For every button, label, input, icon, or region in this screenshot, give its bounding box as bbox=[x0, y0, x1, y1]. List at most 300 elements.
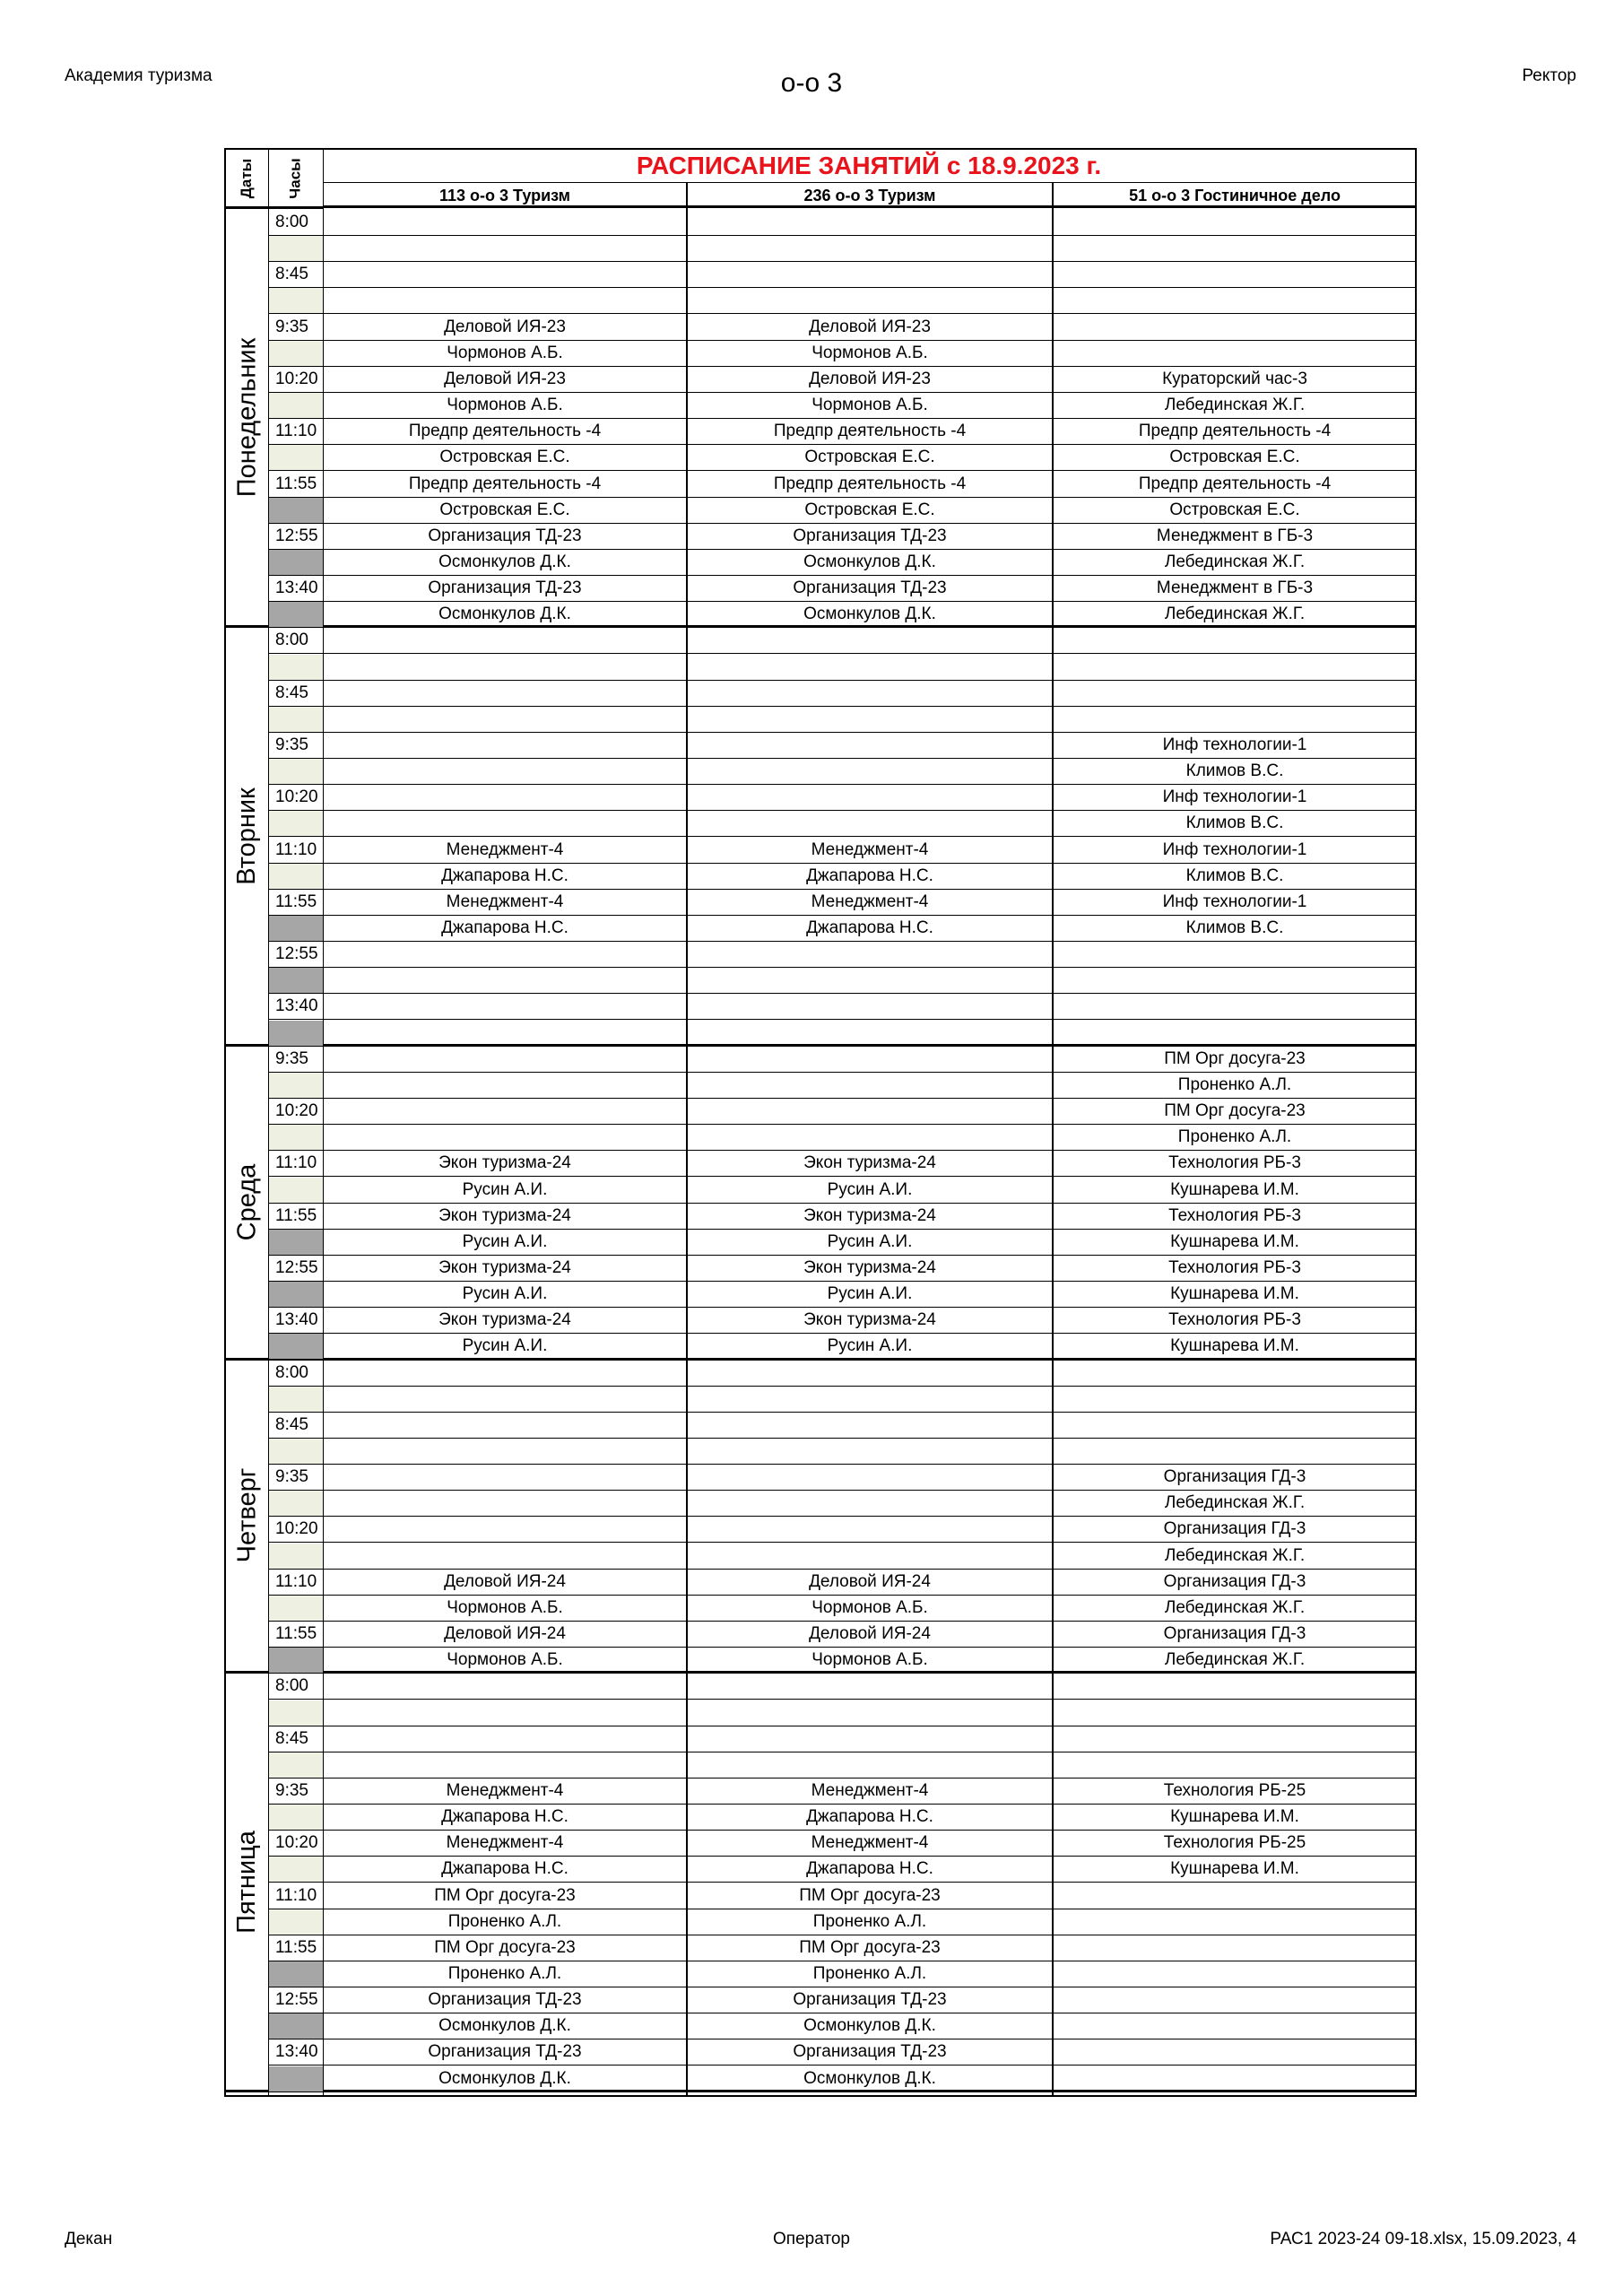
footer-operator: Оператор bbox=[773, 2230, 850, 2248]
class-cell: Экон туризма-24 bbox=[803, 1310, 936, 1330]
class-cell bbox=[323, 968, 687, 993]
class-cell: Кураторский час-3 bbox=[1162, 369, 1307, 388]
class-cell bbox=[687, 707, 1053, 732]
time-cell bbox=[268, 1021, 323, 1046]
time-cell: 9:35 bbox=[275, 1048, 308, 1068]
class-cell bbox=[1053, 2066, 1417, 2092]
time-cell bbox=[268, 1387, 323, 1412]
class-cell bbox=[323, 759, 687, 784]
class-cell bbox=[1053, 707, 1417, 732]
class-cell: Джапарова Н.С. bbox=[806, 865, 933, 885]
class-cell bbox=[323, 1700, 687, 1726]
class-cell: Предпр деятельность -4 bbox=[408, 422, 602, 441]
class-cell: Островская Е.С. bbox=[804, 500, 935, 519]
time-cell bbox=[268, 968, 323, 993]
class-cell: Организация ТД-23 bbox=[793, 578, 947, 598]
class-cell: Экон туризма-24 bbox=[803, 1153, 936, 1173]
class-cell bbox=[687, 681, 1053, 706]
time-cell bbox=[268, 550, 323, 575]
class-cell bbox=[687, 942, 1053, 967]
class-cell: Джапарова Н.С. bbox=[806, 1859, 933, 1879]
day-name: Понедельник bbox=[232, 337, 261, 498]
class-cell: Осмонкулов Д.К. bbox=[438, 2016, 571, 2036]
schedule-row bbox=[268, 393, 1415, 419]
class-cell bbox=[687, 1700, 1053, 1726]
column-divider bbox=[1052, 183, 1054, 2095]
schedule-row bbox=[268, 864, 1415, 890]
class-cell: Деловой ИЯ-23 bbox=[444, 317, 566, 336]
class-cell bbox=[1053, 968, 1417, 993]
schedule-row bbox=[268, 524, 1415, 550]
class-cell bbox=[1053, 1439, 1417, 1464]
time-cell: 8:00 bbox=[275, 1676, 308, 1696]
schedule-row bbox=[268, 942, 1415, 968]
class-cell bbox=[323, 811, 687, 836]
class-cell: Организация ГД-3 bbox=[1163, 1624, 1306, 1644]
schedule-row bbox=[268, 994, 1415, 1020]
time-cell: 13:40 bbox=[275, 578, 318, 598]
class-cell: Менеджмент-4 bbox=[811, 1780, 929, 1800]
class-cell: Организация ГД-3 bbox=[1163, 1571, 1306, 1591]
time-cell bbox=[268, 288, 323, 313]
time-cell: 11:55 bbox=[275, 891, 317, 911]
class-cell: Осмонкулов Д.К. bbox=[803, 552, 936, 571]
time-cell bbox=[268, 811, 323, 836]
class-cell: Лебединская Ж.Г. bbox=[1164, 1650, 1306, 1670]
class-cell bbox=[1053, 628, 1417, 653]
class-cell bbox=[687, 655, 1053, 680]
class-cell: Инф технологии-1 bbox=[1162, 735, 1307, 754]
class-cell: Менеджмент в ГБ-3 bbox=[1156, 578, 1314, 598]
class-cell: Проненко А.Л. bbox=[1177, 1127, 1292, 1147]
class-cell bbox=[1053, 2013, 1417, 2039]
time-cell bbox=[268, 1909, 323, 1935]
class-cell bbox=[323, 1674, 687, 1699]
time-cell: 8:45 bbox=[275, 1414, 308, 1434]
class-cell bbox=[323, 785, 687, 810]
class-cell bbox=[687, 1413, 1053, 1438]
column-divider bbox=[323, 150, 324, 2095]
class-cell bbox=[687, 1517, 1053, 1542]
class-cell: Экон туризма-24 bbox=[438, 1153, 571, 1173]
time-cell: 10:20 bbox=[275, 369, 318, 388]
class-cell: Русин А.И. bbox=[827, 1284, 913, 1304]
schedule-row bbox=[268, 1204, 1415, 1230]
time-cell: 13:40 bbox=[275, 996, 318, 1016]
schedule-row bbox=[268, 2039, 1415, 2066]
class-cell: Джапарова Н.С. bbox=[806, 918, 933, 938]
schedule-row bbox=[268, 367, 1415, 393]
class-cell: Климов В.С. bbox=[1185, 918, 1284, 938]
time-cell: 10:20 bbox=[275, 787, 318, 807]
class-cell bbox=[323, 1125, 687, 1150]
class-cell: Предпр деятельность -4 bbox=[1138, 474, 1332, 493]
time-cell: 10:20 bbox=[275, 1101, 318, 1121]
schedule-row bbox=[268, 2013, 1415, 2039]
class-cell: ПМ Орг досуга-23 bbox=[1164, 1101, 1306, 1121]
time-cell bbox=[268, 1805, 323, 1830]
class-cell bbox=[687, 1099, 1053, 1124]
schedule-row bbox=[268, 1517, 1415, 1543]
schedule-row bbox=[268, 1021, 1415, 1047]
class-cell: Технология РБ-25 bbox=[1163, 1833, 1306, 1853]
time-cell bbox=[268, 655, 323, 680]
schedule-row bbox=[268, 1805, 1415, 1831]
class-cell bbox=[687, 1674, 1053, 1699]
schedule-row bbox=[268, 1387, 1415, 1413]
time-cell: 11:10 bbox=[275, 422, 317, 441]
day-block bbox=[226, 1361, 1415, 1674]
class-cell: Менеджмент-4 bbox=[446, 839, 564, 859]
class-cell bbox=[323, 1544, 687, 1569]
schedule-row bbox=[268, 341, 1415, 367]
time-cell: 11:55 bbox=[275, 474, 317, 493]
class-cell bbox=[1053, 1883, 1417, 1909]
class-cell bbox=[1053, 994, 1417, 1019]
class-cell: Организация ТД-23 bbox=[793, 526, 947, 545]
class-cell: Чормонов А.Б. bbox=[812, 1597, 928, 1617]
schedule-row bbox=[268, 1308, 1415, 1334]
schedule-row bbox=[268, 628, 1415, 654]
time-cell bbox=[268, 445, 323, 470]
schedule-row bbox=[268, 1465, 1415, 1491]
day-block bbox=[226, 210, 1415, 628]
time-cell: 9:35 bbox=[275, 1780, 308, 1800]
class-cell: Осмонкулов Д.К. bbox=[803, 2016, 936, 2036]
time-cell bbox=[268, 1230, 323, 1255]
class-cell: Организация ГД-3 bbox=[1163, 1467, 1306, 1487]
schedule-title: РАСПИСАНИЕ ЗАНЯТИЙ с 18.9.2023 г. bbox=[323, 150, 1415, 183]
class-cell bbox=[1053, 1987, 1417, 2013]
class-cell bbox=[1053, 341, 1417, 366]
class-cell: Экон туризма-24 bbox=[438, 1310, 571, 1330]
class-cell: Предпр деятельность -4 bbox=[773, 474, 967, 493]
class-cell bbox=[1053, 1361, 1417, 1386]
class-cell bbox=[323, 1047, 687, 1072]
schedule-row bbox=[268, 1151, 1415, 1177]
class-cell: Чормонов А.Б. bbox=[447, 343, 563, 362]
schedule-row bbox=[268, 1674, 1415, 1700]
class-cell: Проненко А.Л. bbox=[447, 1911, 562, 1931]
class-cell: Русин А.И. bbox=[462, 1231, 548, 1251]
time-cell: 9:35 bbox=[275, 317, 308, 336]
class-cell: Островская Е.С. bbox=[804, 448, 935, 467]
class-cell bbox=[687, 262, 1053, 287]
class-cell bbox=[687, 236, 1053, 261]
column-header-hours: Часы bbox=[268, 150, 323, 209]
day-block bbox=[226, 1047, 1415, 1361]
time-cell: 10:20 bbox=[275, 1833, 318, 1853]
class-cell: Деловой ИЯ-24 bbox=[809, 1624, 931, 1644]
footer-file-info: РАС1 2023-24 09-18.xlsx, 15.09.2023, 4 bbox=[1270, 2230, 1576, 2248]
time-cell bbox=[268, 864, 323, 889]
class-cell: Чормонов А.Б. bbox=[447, 396, 563, 415]
schedule-row bbox=[268, 1047, 1415, 1073]
schedule-row bbox=[268, 288, 1415, 314]
class-cell bbox=[323, 262, 687, 287]
time-cell: 11:10 bbox=[275, 839, 317, 859]
class-cell bbox=[323, 681, 687, 706]
class-cell: Джапарова Н.С. bbox=[441, 865, 568, 885]
time-cell bbox=[268, 1178, 323, 1203]
time-cell bbox=[268, 393, 323, 418]
class-cell: Русин А.И. bbox=[827, 1179, 913, 1199]
class-cell bbox=[1053, 288, 1417, 313]
schedule-row bbox=[268, 1987, 1415, 2013]
class-cell: Климов В.С. bbox=[1185, 813, 1284, 833]
class-cell bbox=[687, 811, 1053, 836]
class-cell: Менеджмент-4 bbox=[811, 839, 929, 859]
class-cell: Русин А.И. bbox=[462, 1284, 548, 1304]
class-cell bbox=[323, 655, 687, 680]
class-cell: Чормонов А.Б. bbox=[447, 1650, 563, 1670]
class-cell bbox=[687, 759, 1053, 784]
schedule-row bbox=[268, 550, 1415, 576]
class-cell: Осмонкулов Д.К. bbox=[803, 604, 936, 624]
class-cell: Экон туризма-24 bbox=[438, 1205, 571, 1225]
time-cell: 12:55 bbox=[275, 526, 318, 545]
schedule-row bbox=[268, 916, 1415, 942]
class-cell: Русин А.И. bbox=[827, 1336, 913, 1356]
class-cell: Островская Е.С. bbox=[439, 448, 570, 467]
class-cell: Чормонов А.Б. bbox=[447, 1597, 563, 1617]
schedule-row bbox=[268, 785, 1415, 811]
class-cell bbox=[687, 1125, 1053, 1150]
class-cell bbox=[1053, 262, 1417, 287]
schedule-row bbox=[268, 707, 1415, 733]
schedule-row bbox=[268, 1439, 1415, 1465]
time-cell: 8:00 bbox=[275, 213, 308, 231]
time-cell: 12:55 bbox=[275, 1257, 318, 1277]
class-cell: Менеджмент-4 bbox=[446, 1833, 564, 1853]
class-cell: Организация ТД-23 bbox=[428, 578, 582, 598]
class-cell bbox=[1053, 681, 1417, 706]
class-cell: Деловой ИЯ-23 bbox=[444, 369, 566, 388]
time-cell bbox=[268, 1648, 323, 1673]
class-cell: Осмонкулов Д.К. bbox=[803, 2068, 936, 2088]
time-cell bbox=[268, 916, 323, 941]
class-cell: Кушнарева И.М. bbox=[1170, 1859, 1299, 1879]
schedule-row bbox=[268, 445, 1415, 471]
class-cell bbox=[323, 210, 687, 235]
class-cell: Предпр деятельность -4 bbox=[773, 422, 967, 441]
class-cell bbox=[1053, 655, 1417, 680]
schedule-row bbox=[268, 236, 1415, 262]
schedule-row bbox=[268, 2066, 1415, 2092]
class-cell bbox=[1053, 1909, 1417, 1935]
time-cell bbox=[268, 707, 323, 732]
schedule-row bbox=[268, 1779, 1415, 1805]
schedule-row bbox=[268, 968, 1415, 994]
class-cell: Джапарова Н.С. bbox=[441, 1807, 568, 1827]
time-cell bbox=[268, 1334, 323, 1359]
class-cell: Проненко А.Л. bbox=[1177, 1074, 1292, 1094]
group-header: 51 о-о 3 Гостиничное дело bbox=[1053, 183, 1417, 208]
time-cell: 8:45 bbox=[275, 1728, 308, 1748]
schedule-row bbox=[268, 890, 1415, 916]
schedule-row bbox=[268, 1282, 1415, 1308]
class-cell bbox=[1053, 1021, 1417, 1046]
schedule-row bbox=[268, 1831, 1415, 1857]
schedule-row bbox=[268, 1961, 1415, 1987]
schedule-row bbox=[268, 602, 1415, 628]
class-cell: Лебединская Ж.Г. bbox=[1164, 1493, 1306, 1513]
time-cell: 8:00 bbox=[275, 631, 308, 650]
schedule-row bbox=[268, 759, 1415, 785]
class-cell: Проненко А.Л. bbox=[447, 1964, 562, 1984]
schedule-row bbox=[268, 1857, 1415, 1883]
time-cell bbox=[268, 1961, 323, 1987]
class-cell bbox=[1053, 315, 1417, 340]
class-cell bbox=[323, 1726, 687, 1752]
class-cell bbox=[323, 733, 687, 758]
schedule-row bbox=[268, 419, 1415, 445]
class-cell: Организация ТД-23 bbox=[793, 1990, 947, 2010]
class-cell: Кушнарева И.М. bbox=[1170, 1179, 1299, 1199]
class-cell bbox=[323, 707, 687, 732]
class-cell bbox=[323, 1073, 687, 1098]
class-cell: Кушнарева И.М. bbox=[1170, 1336, 1299, 1356]
class-cell: Лебединская Ж.Г. bbox=[1164, 1597, 1306, 1617]
time-cell bbox=[268, 1700, 323, 1726]
class-cell bbox=[687, 1726, 1053, 1752]
class-cell bbox=[687, 785, 1053, 810]
footer-dean: Декан bbox=[65, 2230, 113, 2248]
column-header-dates: Даты bbox=[226, 150, 268, 209]
day-name: Вторник bbox=[232, 787, 261, 885]
class-cell bbox=[1053, 942, 1417, 967]
schedule-row bbox=[268, 1700, 1415, 1726]
class-cell bbox=[323, 1387, 687, 1412]
class-cell bbox=[1053, 1726, 1417, 1752]
class-cell: Организация ТД-23 bbox=[793, 2042, 947, 2062]
class-cell: Проненко А.Л. bbox=[812, 1911, 927, 1931]
class-cell: Русин А.И. bbox=[462, 1336, 548, 1356]
class-cell bbox=[687, 1752, 1053, 1778]
class-cell bbox=[687, 1361, 1053, 1386]
schedule-row bbox=[268, 811, 1415, 837]
day-name: Четверг bbox=[232, 1468, 262, 1563]
class-cell: Кушнарева И.М. bbox=[1170, 1231, 1299, 1251]
time-cell: 9:35 bbox=[275, 1467, 308, 1487]
class-cell bbox=[323, 628, 687, 653]
schedule-row bbox=[268, 315, 1415, 341]
class-cell bbox=[1053, 1752, 1417, 1778]
class-cell: Организация ТД-23 bbox=[428, 2042, 582, 2062]
class-cell: Менеджмент-4 bbox=[811, 1833, 929, 1853]
class-cell: Технология РБ-3 bbox=[1168, 1205, 1301, 1225]
class-cell bbox=[687, 288, 1053, 313]
class-cell: Деловой ИЯ-24 bbox=[809, 1571, 931, 1591]
class-cell bbox=[687, 210, 1053, 235]
class-cell: Предпр деятельность -4 bbox=[1138, 422, 1332, 441]
schedule-row bbox=[268, 472, 1415, 498]
class-cell bbox=[323, 942, 687, 967]
class-cell: ПМ Орг досуга-23 bbox=[799, 1885, 941, 1905]
schedule-row bbox=[268, 1544, 1415, 1570]
schedule-row bbox=[268, 210, 1415, 236]
class-cell bbox=[1053, 2039, 1417, 2065]
time-cell bbox=[268, 1073, 323, 1098]
class-cell bbox=[323, 1491, 687, 1516]
schedule-row bbox=[268, 1752, 1415, 1779]
class-cell: Деловой ИЯ-23 bbox=[809, 317, 931, 336]
class-cell: Кушнарева И.М. bbox=[1170, 1284, 1299, 1304]
time-cell: 13:40 bbox=[275, 1310, 318, 1330]
schedule-row bbox=[268, 1230, 1415, 1256]
class-cell bbox=[687, 994, 1053, 1019]
class-cell: Менеджмент в ГБ-3 bbox=[1156, 526, 1314, 545]
class-cell: Чормонов А.Б. bbox=[812, 343, 928, 362]
class-cell: Русин А.И. bbox=[827, 1231, 913, 1251]
class-cell bbox=[1053, 1700, 1417, 1726]
schedule-table bbox=[224, 148, 1417, 2097]
schedule-row bbox=[268, 1125, 1415, 1151]
schedule-row bbox=[268, 1883, 1415, 1909]
class-cell: Чормонов А.Б. bbox=[812, 396, 928, 415]
class-cell: Джапарова Н.С. bbox=[441, 1859, 568, 1879]
class-cell bbox=[323, 1465, 687, 1490]
class-cell bbox=[1053, 1674, 1417, 1699]
class-cell bbox=[1053, 1961, 1417, 1987]
day-name: Среда bbox=[232, 1163, 261, 1240]
group-header: 236 о-о 3 Туризм bbox=[687, 183, 1053, 208]
class-cell bbox=[323, 1517, 687, 1542]
class-cell: ПМ Орг досуга-23 bbox=[434, 1937, 576, 1957]
schedule-row bbox=[268, 1256, 1415, 1282]
schedule-row bbox=[268, 1570, 1415, 1596]
class-cell bbox=[687, 968, 1053, 993]
time-cell: 11:10 bbox=[275, 1885, 317, 1905]
time-cell: 11:55 bbox=[275, 1624, 317, 1644]
header-group-title: о-о 3 bbox=[780, 68, 843, 98]
time-cell bbox=[268, 1491, 323, 1516]
class-cell bbox=[687, 628, 1053, 653]
class-cell: Климов В.С. bbox=[1185, 865, 1284, 885]
class-cell: Экон туризма-24 bbox=[803, 1257, 936, 1277]
class-cell: Организация ТД-23 bbox=[428, 1990, 582, 2010]
class-cell: Инф технологии-1 bbox=[1162, 839, 1307, 859]
time-cell: 10:20 bbox=[275, 1519, 318, 1539]
time-cell bbox=[268, 759, 323, 784]
class-cell: Деловой ИЯ-24 bbox=[444, 1571, 566, 1591]
time-cell bbox=[268, 1857, 323, 1882]
class-cell: Деловой ИЯ-23 bbox=[809, 369, 931, 388]
class-cell: Джапарова Н.С. bbox=[441, 918, 568, 938]
class-cell bbox=[687, 733, 1053, 758]
day-block bbox=[226, 628, 1415, 1046]
class-cell bbox=[323, 236, 687, 261]
class-cell bbox=[323, 1752, 687, 1778]
class-cell: Организация ТД-23 bbox=[428, 526, 582, 545]
class-cell bbox=[1053, 210, 1417, 235]
schedule-row bbox=[268, 1178, 1415, 1204]
class-cell: Технология РБ-25 bbox=[1163, 1780, 1306, 1800]
class-cell: Островская Е.С. bbox=[1169, 500, 1300, 519]
class-cell bbox=[687, 1544, 1053, 1569]
time-cell: 8:45 bbox=[275, 683, 308, 702]
schedule-row bbox=[268, 1413, 1415, 1439]
time-cell: 11:10 bbox=[275, 1153, 317, 1173]
class-cell bbox=[323, 1439, 687, 1464]
time-cell bbox=[268, 498, 323, 523]
class-cell: Лебединская Ж.Г. bbox=[1164, 552, 1306, 571]
header-organization: Академия туризма bbox=[65, 66, 213, 85]
time-cell bbox=[268, 1752, 323, 1778]
class-cell: Лебединская Ж.Г. bbox=[1164, 396, 1306, 415]
time-cell bbox=[268, 1596, 323, 1621]
schedule-row bbox=[268, 262, 1415, 288]
